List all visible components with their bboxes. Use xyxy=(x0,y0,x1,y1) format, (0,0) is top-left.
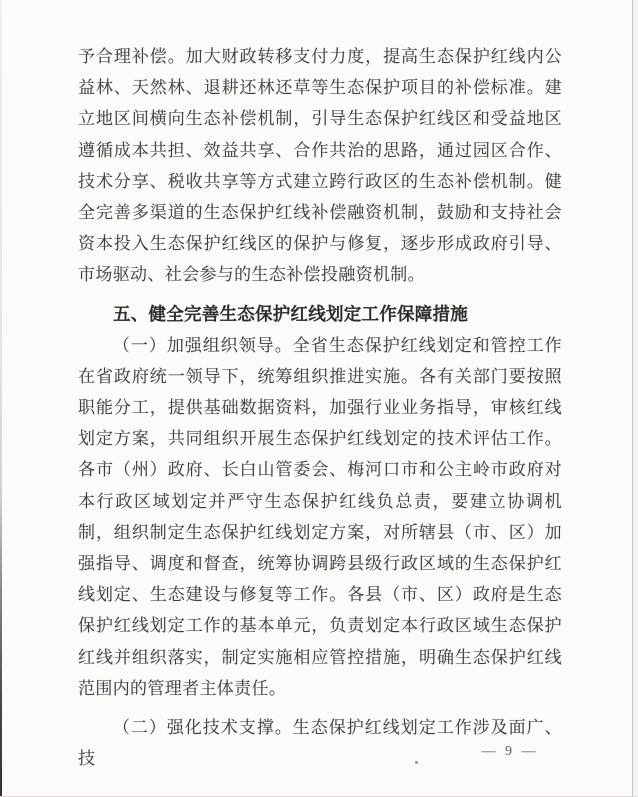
paragraph-one-organizational-leadership: （一）加强组织领导。全省生态保护红线划定和管控工作在省政府统一领导下，统筹组织推进实施。各有关部门要按照职能分工，提供基础数据资料，加强行业业务指导，审核红线划定方案，共同组织开展生态保护红线划定的技术评估工作。各市（州）政府、长白山管委会、梅河口市和公主岭市政府对本行政区域划定并严守生态保护红线负总责，要建立协调机制，组织制定生态保护红线划定方案，对所辖县（市、区）加强指导、调度和督查，统筹协调跨县级行政区域的生态保护红线划定、生态建设与修复等工作。各县（市、区）政府是生态保护红线划定工作的基本单元，负责划定本行政区域生态保护红线并组织落实，制定实施相应管控措施，明确生态保护红线范围内的管理者主体责任。 xyxy=(78,335,562,698)
scan-edge-right-line xyxy=(632,0,633,797)
scan-edge-right-band xyxy=(633,0,638,797)
section-heading: 五、健全完善生态保护红线划定工作保障措施 xyxy=(113,303,468,324)
paragraph-two-technical-support: （二）强化技术支撑。生态保护红线划定工作涉及面广、技 xyxy=(78,718,562,769)
scan-speck xyxy=(415,761,418,764)
paragraph-eco-compensation-continuation: 予合理补偿。加大财政转移支付力度，提高生态保护红线内公益林、天然林、退耕还林还草等生态保护项目的补偿标准。建立地区间横向生态补偿机制，引导生态保护红线区和受益地区遵循成本共担、效益共享、合作共治的思路，通过园区合作、技术分享、税收共享等方式建立跨行政区的生态补偿机制。健全完善多渠道的生态保护红线补偿融资机制，鼓励和支持社会资本投入生态保护红线区的保护与修复，逐步形成政府引导、市场驱动、社会参与的生态补偿投融资机制。 xyxy=(78,47,562,285)
document-body xyxy=(78,41,562,774)
scan-edge-left xyxy=(0,0,2,797)
page-number: — 9 — xyxy=(481,744,539,759)
